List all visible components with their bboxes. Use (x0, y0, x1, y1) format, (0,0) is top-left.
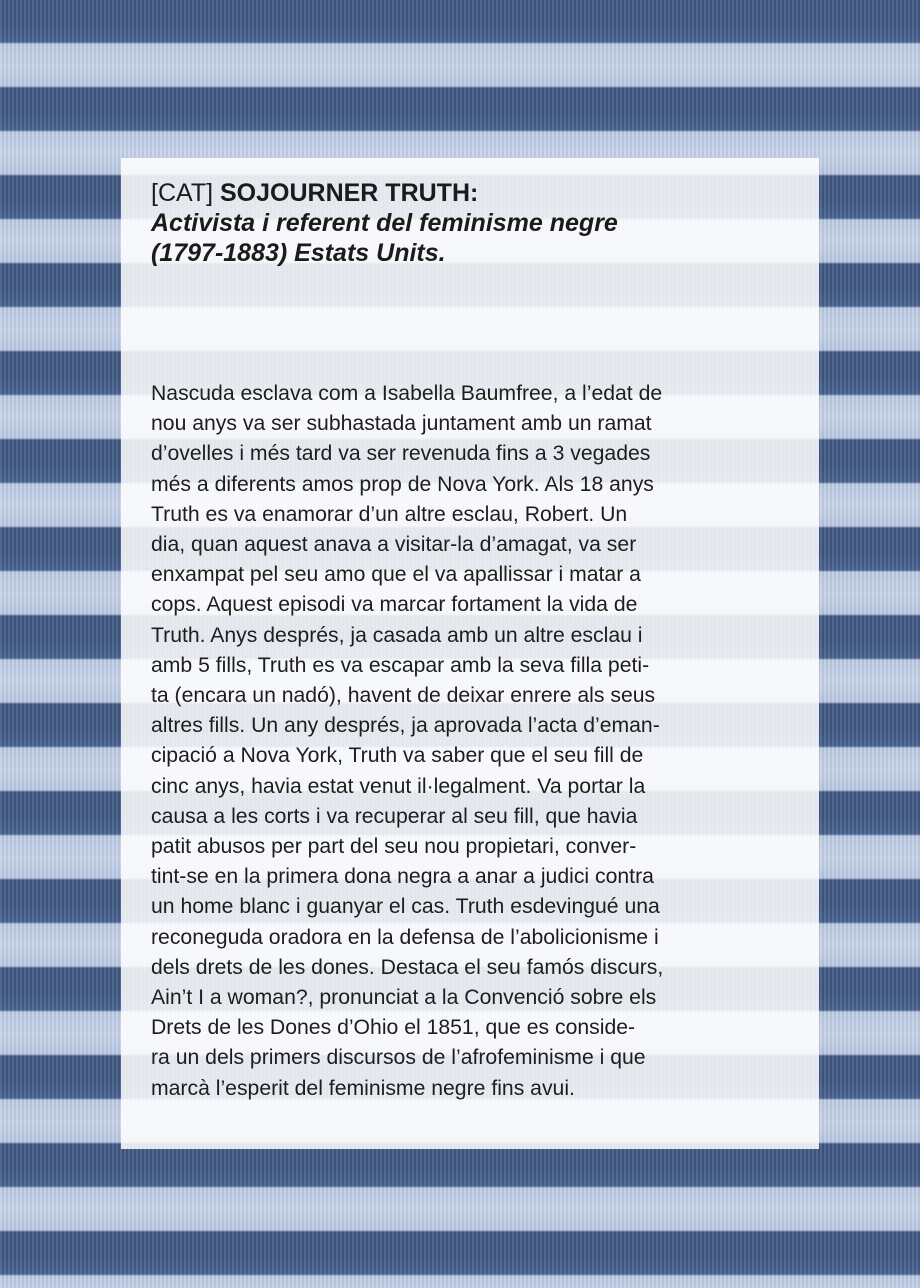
text-card (121, 158, 819, 1149)
card-heading (151, 178, 789, 268)
subtitle-line-2: (1797-1883) Estats Units. (151, 239, 446, 267)
language-tag: [CAT] (151, 179, 214, 207)
subtitle-line-1: Activista i referent del feminisme negre (151, 209, 618, 237)
person-name: SOJOURNER TRUTH: (220, 179, 479, 207)
biography-text: Nascuda esclava com a Isabella Baumfree, a l’edat de nou anys va ser subhastada juntament amb un ramat d’ovelles i més tard va ser revenuda fins a 3 vegades més a diferents amos prop de Nova York. Als 18 anys Truth es va enamorar d’un altre esclau, Robert. Un dia, quan aquest anava a visitar-la d’amagat, va ser enxampat pel seu amo que el va apallissar i matar a cops. Aquest episodi va marcar fortament la vida de Truth. Anys després, ja casada amb un altre esclau i amb 5 fills, Truth es va escapar amb la seva filla peti- ta (encara un nadó), havent de deixar enrere als seus altres fills. Un any després, ja aprovada l’acta d’eman- cipació a Nova York, Truth va saber que el seu fill de cinc anys, havia estat venut il·legalment. Va portar la causa a les corts i va recuperar al seu fill, que havia patit abusos per part del seu nou propietari, conver- tint-se en la primera dona negra a anar a judici contra un home blanc i guanyar el cas. Truth esdevingué una reconeguda oradora en la defensa de l’abolicionisme i dels drets de les dones. Destaca el seu famós discurs, Ain’t I a woman?, pronunciat a la Convenció sobre els Drets de les Dones d’Ohio el 1851, que es conside- ra un dels primers discursos de l’afrofeminisme i que marcà l’esperit del feminisme negre fins avui. (151, 382, 664, 1100)
